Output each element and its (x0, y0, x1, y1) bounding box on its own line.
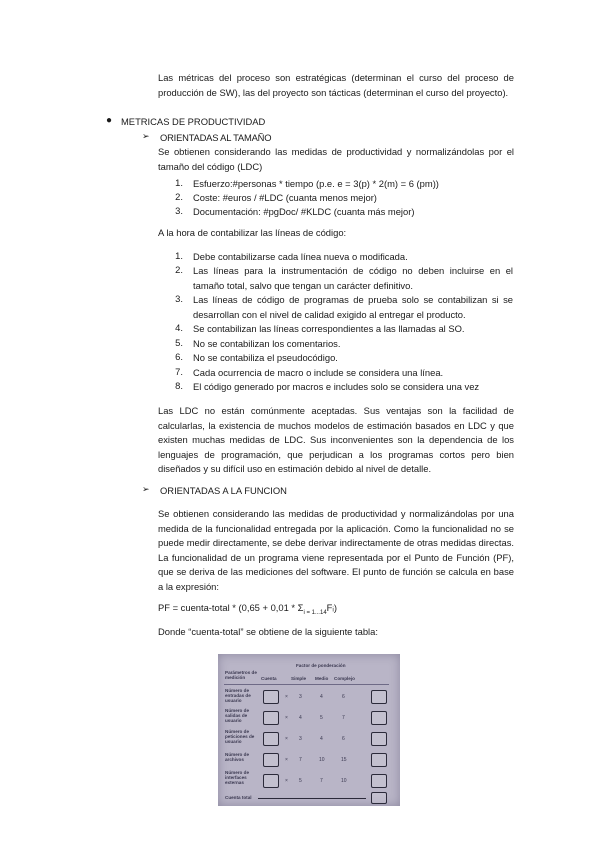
result-box (371, 690, 387, 704)
weight-value: 4 (299, 715, 302, 721)
list-item: Cada ocurrencia de macro o include se considera una línea. (193, 367, 444, 378)
count-box (263, 774, 279, 788)
header-rule (224, 684, 389, 685)
weight-value: 3 (299, 694, 302, 700)
weight-value: 10 (341, 778, 347, 784)
list-item-number: 3. (175, 293, 183, 304)
header-complejo: Complejo (334, 676, 355, 681)
weight-value: 4 (320, 736, 323, 742)
multiply-sign: × (285, 715, 288, 721)
weight-value: 5 (320, 715, 323, 721)
weight-value: 6 (342, 694, 345, 700)
arrow-bullet-icon: ➢ (142, 131, 150, 141)
bullet-icon: ● (106, 115, 113, 126)
row-label: Número de salidas de usuario (225, 708, 249, 724)
list-item-number: 2. (175, 264, 183, 275)
list-item-number: 7. (175, 366, 183, 377)
weight-value: 3 (299, 736, 302, 742)
row-label: Número de interfaces externas (225, 770, 249, 786)
size-intro: Se obtienen considerando las medidas de productividad y normalizándolas por el tamaño del código (LDC) (158, 146, 514, 172)
table-lead: Donde “cuenta-total” se obtiene de la siguiente tabla: (158, 626, 378, 637)
list-item: Se contabilizan las líneas correspondientes a las llamadas al SO. (193, 323, 465, 334)
formula-end: Fᵢ) (326, 602, 337, 613)
weight-value: 7 (342, 715, 345, 721)
list-item: No se contabiliza el pseudocódigo. (193, 352, 338, 363)
header-count: Cuenta (261, 676, 277, 681)
list-item: El código generado por macros e includes solo se considera una vez (193, 381, 480, 392)
subsection-title-size: ORIENTADAS AL TAMAÑO (160, 132, 272, 143)
weight-value: 4 (320, 694, 323, 700)
weight-value: 15 (341, 757, 347, 763)
formula-subscript: i = 1...14 (303, 609, 327, 616)
arrow-bullet-icon: ➢ (142, 484, 150, 494)
list-item: Debe contabilizarse cada línea nueva o modificada. (193, 251, 408, 262)
weight-value: 5 (299, 778, 302, 784)
count-box (263, 753, 279, 767)
list-item: No se contabilizan los comentarios. (193, 338, 341, 349)
result-box (371, 753, 387, 767)
header-factor: Factor de ponderación (296, 663, 346, 668)
list-item-number: 2. (175, 191, 183, 202)
function-intro: Se obtienen considerando las medidas de productividad y normalizándolas por una medida de la funcionalidad entregada por la aplicación. Como la funcionalidad no se puede medir directamente, se debe derivar indirectamente de otras medidas directas. La funcionalidad de un programa viene representada por el Punto de Función (PF), que se deriva de las mediciones del software. El punto de función se calcula en base a la expresión: (158, 508, 514, 592)
function-point-formula (158, 601, 337, 620)
intro-paragraph: Las métricas del proceso son estratégicas (determinan el curso del proceso de producción de SW), las del proyecto son tácticas (determinan el curso del proyecto). (158, 72, 514, 98)
list-item: Documentación: #pgDoc/ #KLDC (cuanta más mejor) (193, 206, 415, 217)
list-item: Las líneas de código de programas de prueba solo se contabilizan si se desarrollan con el nivel de calidad exigido al entregar el producto. (193, 294, 513, 320)
section-title: METRICAS DE PRODUCTIVIDAD (121, 116, 266, 127)
list-item-number: 1. (175, 250, 183, 261)
weight-value: 6 (342, 736, 345, 742)
multiply-sign: × (285, 778, 288, 784)
row-label: Número de entradas de usuario (225, 688, 251, 704)
count-box (263, 690, 279, 704)
header-simple: Simple (291, 676, 307, 681)
list-item-number: 8. (175, 380, 183, 391)
total-arrow-line (258, 798, 366, 799)
result-box (371, 732, 387, 746)
multiply-sign: × (285, 694, 288, 700)
count-box (263, 732, 279, 746)
list-item-number: 5. (175, 337, 183, 348)
formula-main: PF = cuenta-total * (0,65 + 0,01 * Σ (158, 602, 304, 613)
list-item-number: 6. (175, 351, 183, 362)
list-item-number: 1. (175, 177, 183, 188)
row-label: Número de peticiones de usuario (225, 729, 255, 745)
list-item-number: 4. (175, 322, 183, 333)
total-label: Cuenta total (225, 795, 252, 800)
list-item: Esfuerzo:#personas * tiempo (p.e. e = 3(p) * 2(m) = 6 (pm)) (193, 178, 439, 189)
row-label: Número de archivos (225, 752, 249, 763)
total-box (371, 792, 387, 804)
list-item: Coste: #euros / #LDC (cuanta menos mejor) (193, 192, 377, 203)
result-box (371, 774, 387, 788)
header-medio: Medio (315, 676, 329, 681)
multiply-sign: × (285, 736, 288, 742)
header-param: Parámetros de medición (225, 670, 257, 681)
loc-closing: Las LDC no están comúnmente aceptadas. Sus ventajas son la facilidad de calcularlas, la existencia de muchos modelos de estimación basados en LDC y que existen muchas medidas de LDC. Sus inconvenientes son la dependencia de los lenguajes de programación, que perjudican a los programas cortos pero bien diseñados y su difícil uso en estimación debido al nivel de detalle. (158, 405, 514, 475)
list-item-number: 3. (175, 205, 183, 216)
subsection-title-function: ORIENTADAS A LA FUNCION (160, 485, 287, 496)
count-box (263, 711, 279, 725)
loc-lead: A la hora de contabilizar las líneas de código: (158, 227, 347, 238)
list-item: Las líneas para la instrumentación de código no deben incluirse en el tamaño total, salvo que tengan un carácter definitivo. (193, 265, 513, 291)
weight-value: 7 (299, 757, 302, 763)
weight-value: 10 (319, 757, 325, 763)
weight-value: 7 (320, 778, 323, 784)
result-box (371, 711, 387, 725)
function-point-table-image (218, 654, 400, 806)
multiply-sign: × (285, 757, 288, 763)
